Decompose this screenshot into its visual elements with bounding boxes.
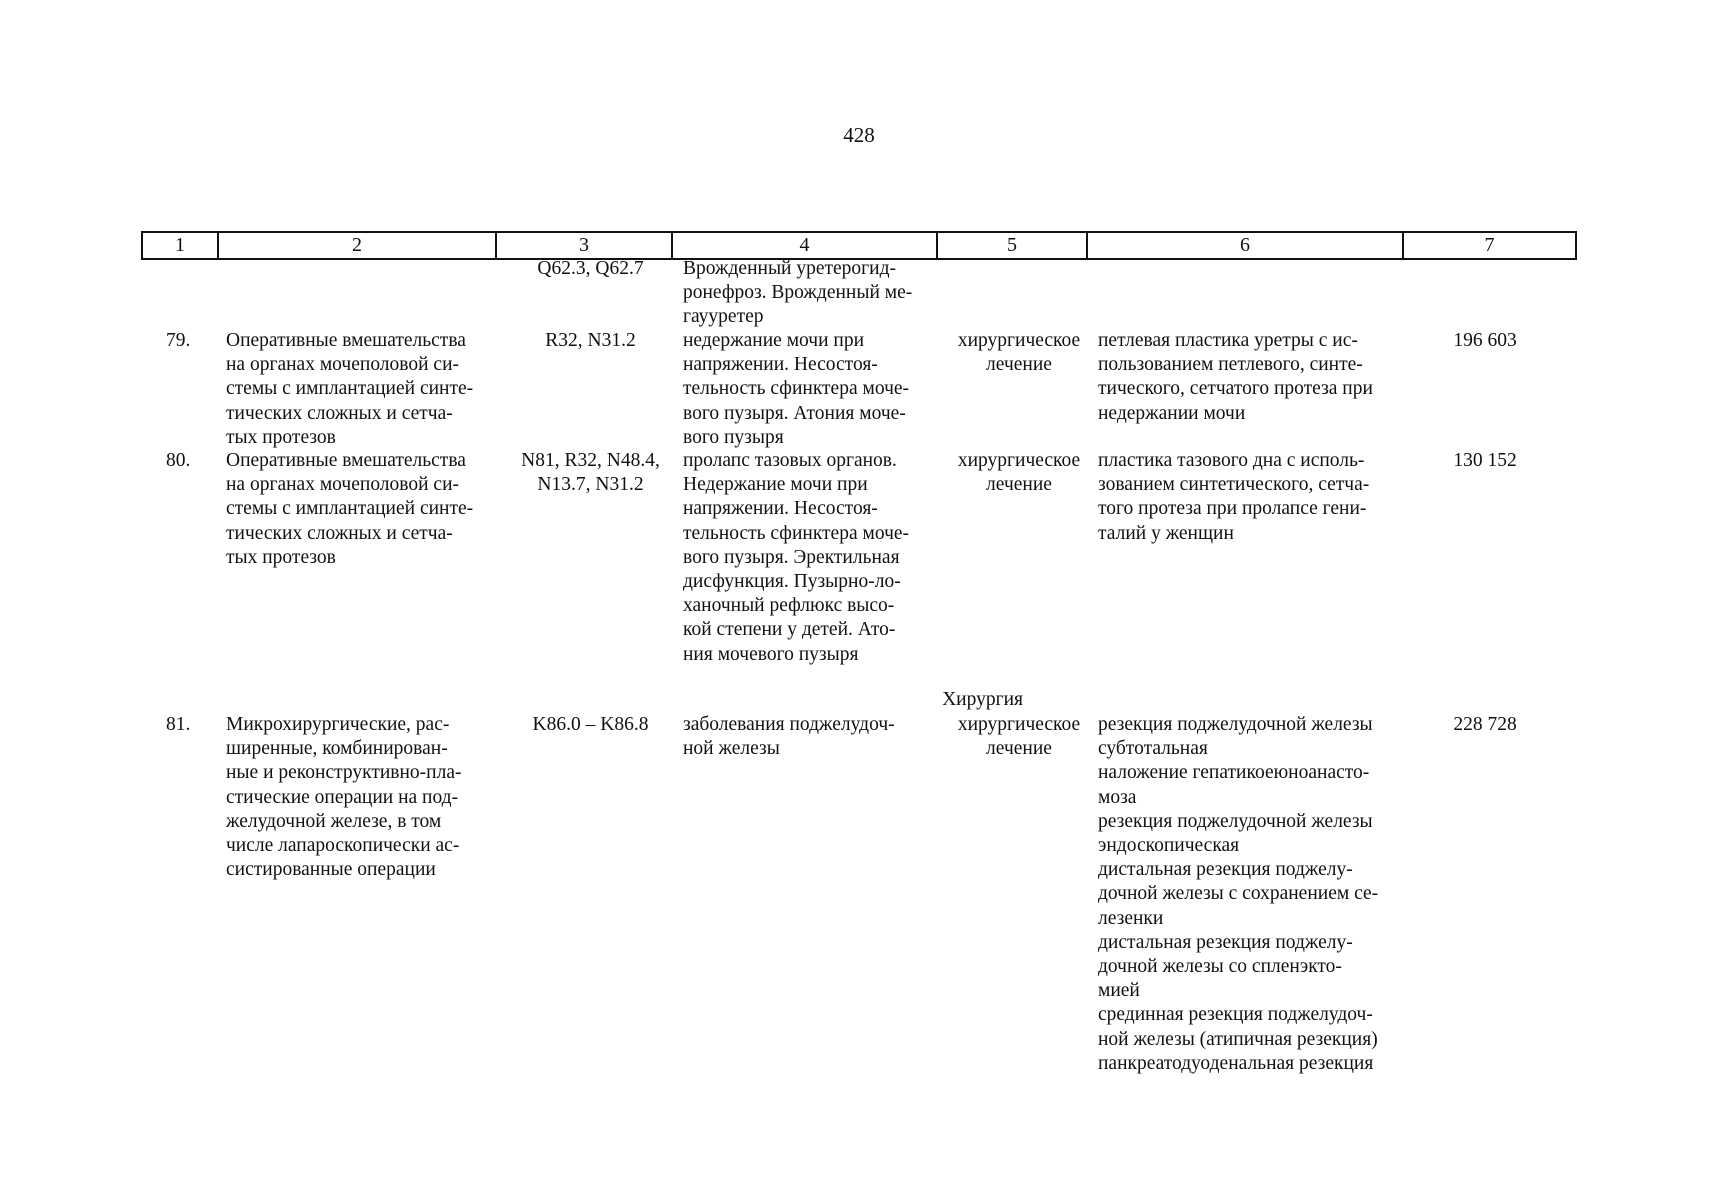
name-line: желудочной железе, в том — [226, 810, 442, 832]
method-line: петлевая пластика уретры с ис- — [1098, 330, 1358, 351]
method-line: зованием синтетического, сетча- — [1098, 474, 1370, 496]
row-cost: 130 152 — [1453, 450, 1517, 471]
name-line: числе лапароскопически ас- — [226, 835, 460, 857]
section-heading: Хирургия — [942, 689, 1023, 710]
method-line: талий у женщин — [1098, 522, 1234, 544]
method-line: дочной железы с сохранением се- — [1098, 883, 1379, 905]
method-line: дистальная резекция поджелу- — [1098, 859, 1353, 881]
row-diagnosis — [683, 329, 933, 450]
row-diagnosis — [683, 449, 933, 667]
row-number: 80. — [166, 450, 191, 471]
method-line: срединная резекция поджелудоч- — [1098, 1004, 1373, 1026]
diagnosis-line: ной железы — [683, 738, 780, 760]
row-cost: 196 603 — [1453, 330, 1517, 351]
method-line: наложение гепатикоеюноанасто- — [1098, 762, 1370, 784]
row-codes — [508, 329, 673, 353]
method-line: резекция поджелудочной железы — [1098, 810, 1373, 832]
row-name — [226, 329, 496, 450]
diagnosis-line: вого пузыря — [683, 426, 784, 448]
name-line: Микрохирургические, рас- — [226, 714, 450, 735]
treatment-line: лечение — [986, 354, 1052, 376]
treatment-line: хирургическое — [957, 450, 1081, 471]
method-line: мией — [1098, 980, 1140, 1002]
column-header-4: 4 — [672, 232, 937, 259]
row-number: 79. — [166, 330, 191, 351]
diagnosis-line: заболевания поджелудоч- — [683, 714, 895, 735]
row-number: 81. — [166, 714, 191, 735]
method-line: тического, сетчатого протеза при — [1098, 378, 1373, 400]
name-line: стемы с имплантацией синте- — [226, 378, 474, 400]
diagnosis-line: недержание мочи при — [683, 330, 865, 351]
name-line: тических сложных и сетча- — [226, 522, 453, 544]
method-line: пластика тазового дна с исполь- — [1098, 450, 1365, 471]
diagnosis-line: пролапс тазовых органов. — [683, 450, 897, 471]
method-line: недержании мочи — [1098, 402, 1246, 424]
method-line: дочной железы со спленэкто- — [1098, 956, 1342, 978]
name-line: тых протезов — [226, 546, 336, 568]
column-header-6: 6 — [1087, 232, 1403, 259]
diagnosis-line: ханочный рефлюкс высо- — [683, 595, 895, 617]
column-header-2: 2 — [218, 232, 496, 259]
row-treatment — [944, 449, 1094, 497]
name-line: тических сложных и сетча- — [226, 402, 453, 424]
method-line: того протеза при пролапсе гени- — [1098, 498, 1367, 520]
diagnosis-line: тельность сфинктера моче- — [683, 522, 910, 544]
diagnosis-line: напряжении. Несостоя- — [683, 354, 878, 376]
name-line: на органах мочеполовой си- — [226, 474, 460, 496]
row-method — [1098, 713, 1405, 1076]
diagnosis-line: напряжении. Несостоя- — [683, 498, 878, 520]
name-line: Оперативные вмешательства — [226, 450, 466, 471]
treatment-line: лечение — [986, 738, 1052, 760]
page-number: 428 — [843, 123, 875, 147]
name-line: тых протезов — [226, 426, 336, 448]
diagnosis-line: ронефроз. Врожденный ме- — [683, 282, 913, 304]
name-line: ширенные, комбинирован- — [226, 738, 448, 760]
name-line: ные и реконструктивно-пла- — [226, 762, 462, 784]
column-header-7: 7 — [1403, 232, 1576, 259]
row-method — [1098, 329, 1405, 426]
column-header-3: 3 — [496, 232, 672, 259]
method-line: лезенки — [1098, 907, 1164, 929]
column-header-row — [142, 232, 1576, 259]
row-method — [1098, 449, 1405, 546]
row-cost: 228 728 — [1453, 714, 1517, 735]
method-line: ной железы (атипичная резекция) — [1098, 1028, 1378, 1050]
treatment-line: хирургическое — [957, 330, 1081, 351]
row-treatment — [944, 329, 1094, 377]
method-line: резекция поджелудочной железы — [1098, 714, 1373, 735]
diagnosis-line: гаууретер — [683, 306, 764, 328]
codes-line: N81, R32, N48.4, — [521, 450, 660, 471]
method-line: панкреатодуоденальная резекция — [1098, 1052, 1374, 1074]
diagnosis-line: ния мочевого пузыря — [683, 643, 859, 665]
diagnosis-line: кой степени у детей. Ато- — [683, 619, 896, 641]
treatment-line: хирургическое — [957, 714, 1081, 735]
diagnosis-line: тельность сфинктера моче- — [683, 378, 910, 400]
name-line: систированные операции — [226, 859, 436, 881]
row-codes — [508, 713, 673, 737]
diagnosis-line: вого пузыря. Атония моче- — [683, 402, 906, 424]
column-header-1: 1 — [142, 232, 218, 259]
row-name — [226, 713, 496, 882]
method-line: моза — [1098, 786, 1137, 808]
row-codes — [508, 449, 673, 497]
method-line: пользованием петлевого, синте- — [1098, 354, 1363, 376]
continuation-diagnosis — [683, 257, 933, 330]
name-line: Оперативные вмешательства — [226, 330, 466, 351]
method-line: субтотальная — [1098, 738, 1208, 760]
row-treatment — [944, 713, 1094, 761]
diagnosis-line: Врожденный уретерогид- — [683, 258, 897, 279]
codes-line: R32, N31.2 — [545, 330, 636, 351]
diagnosis-line: дисфункция. Пузырно-ло- — [683, 571, 901, 593]
treatment-line: лечение — [986, 474, 1052, 496]
row-name — [226, 449, 496, 570]
codes-line: K86.0 – K86.8 — [532, 714, 649, 735]
diagnosis-line: вого пузыря. Эректильная — [683, 546, 900, 568]
name-line: стемы с имплантацией синте- — [226, 498, 474, 520]
name-line: на органах мочеполовой си- — [226, 354, 460, 376]
column-header-5: 5 — [937, 232, 1087, 259]
column-header-table — [141, 231, 1577, 260]
method-line: эндоскопическая — [1098, 835, 1240, 857]
name-line: стические операции на под- — [226, 786, 459, 808]
continuation-codes: Q62.3, Q62.7 — [537, 258, 644, 279]
codes-line: N13.7, N31.2 — [537, 474, 644, 496]
diagnosis-line: Недержание мочи при — [683, 474, 868, 496]
method-line: дистальная резекция поджелу- — [1098, 931, 1353, 953]
row-diagnosis — [683, 713, 933, 761]
